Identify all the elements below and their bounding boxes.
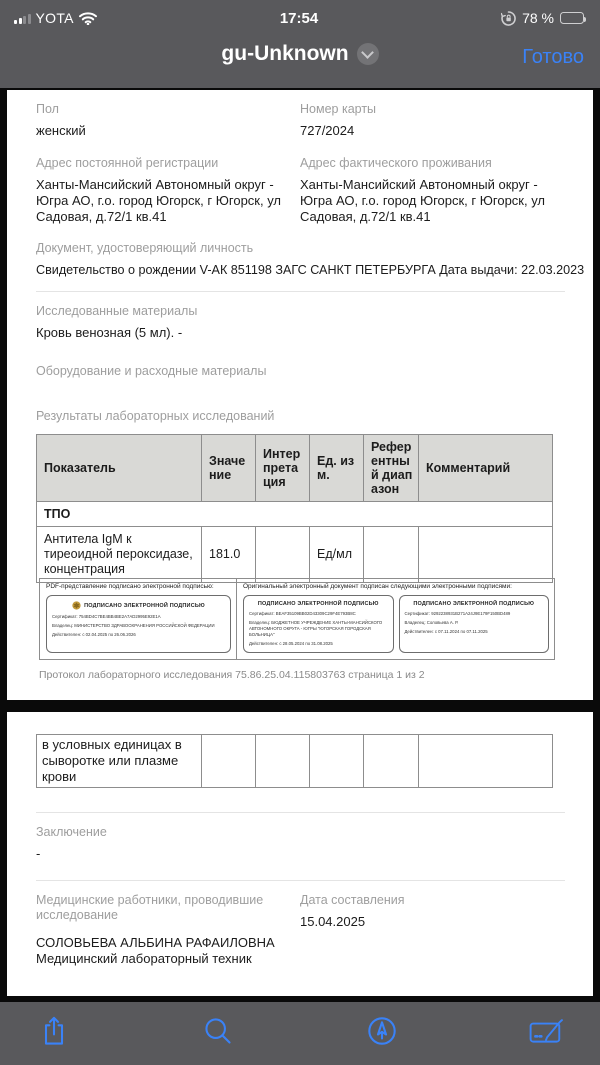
- signal-strength-icon: [14, 13, 31, 24]
- report-date-value: 15.04.2025: [300, 914, 366, 929]
- stamp-certificate: Сертификат: BEAF35109BB02D43309C29F4E793B8C: [249, 611, 356, 616]
- registration-address-value: Ханты-Мансийский Автономный округ - Югра АО, г.о. город Югорск, г Югорск, ул Садовая, д.72/1 кв.41: [36, 177, 282, 224]
- table-row: [37, 735, 553, 788]
- col-indicator: Показатель: [37, 435, 202, 502]
- identity-document-value: Свидетельство о рождении V-АК 851198 ЗАГС САНКТ ПЕТЕРБУРГА Дата выдачи: 22.03.2023: [36, 263, 585, 277]
- cell-value: [202, 735, 256, 788]
- pdf-signature-title: PDF-представление подписано электронной подписью:: [46, 583, 214, 590]
- stamp-title: ПОДПИСАНО ЭЛЕКТРОННОЙ ПОДПИСЬЮ: [257, 601, 379, 607]
- cell-range: [364, 527, 419, 583]
- original-signatures-title: Оригинальный электронный документ подписан следующими электронными подписями:: [243, 583, 512, 590]
- signature-stamp: [243, 595, 394, 653]
- stamp-certificate: Сертификат: 9292238931B271A24J9E179F150BD489: [404, 611, 511, 616]
- pdf-viewer[interactable]: [0, 88, 600, 1002]
- navigation-bar: [0, 32, 600, 88]
- cell-range: [364, 735, 419, 788]
- section-divider: [36, 291, 565, 292]
- pdf-page-1: [7, 90, 593, 700]
- signatures-section: [39, 578, 555, 681]
- sex-value: женский: [36, 123, 86, 138]
- document-title: gu-Unknown: [221, 42, 349, 65]
- signature-field-icon: [529, 1017, 563, 1045]
- table-row: [37, 527, 553, 583]
- materials-value: Кровь венозная (5 мл). -: [36, 325, 183, 340]
- medical-staff-role: Медицинский лабораторный техник: [36, 951, 252, 966]
- stamp-certificate: Сертификат: 754BD4C7BE4BB4BE2A7AD2995E92E1A: [52, 614, 161, 619]
- orientation-lock-icon: [501, 11, 516, 26]
- done-button[interactable]: Готово: [522, 46, 584, 68]
- share-button[interactable]: [34, 1011, 74, 1051]
- stamp-validity: Действителен: с 28.05.2024 по 31.08.2025: [249, 641, 333, 646]
- col-reference-range: Референтный диапазон: [364, 435, 419, 502]
- top-chrome: [0, 0, 600, 88]
- clock: 17:54: [279, 9, 319, 27]
- section-divider: [36, 812, 565, 813]
- stamp-title: ПОДПИСАНО ЭЛЕКТРОННОЙ ПОДПИСЬЮ: [84, 602, 205, 609]
- search-button[interactable]: [198, 1011, 238, 1051]
- cell-comment: [419, 735, 553, 788]
- stamp-owner: Владелец: БЮДЖЕТНОЕ УЧРЕЖДЕНИЕ ХАНТЫ-МАНСИЙСКОГО АВТОНОМНОГО ОКРУГА - ЮГРЫ "ЮГОРСКАЯ ГОРОДСКАЯ БОЛЬНИЦА": [249, 620, 383, 637]
- page-separator: [0, 700, 600, 712]
- markup-button[interactable]: [362, 1011, 402, 1051]
- report-date-label: Дата составления: [300, 893, 405, 907]
- stamp-validity: Действителен: с 07.11.2024 по 07.11.2025: [404, 629, 488, 634]
- cell-unit: Ед/мл: [310, 527, 364, 583]
- cell-interpretation: [256, 527, 310, 583]
- protocol-footer: Протокол лабораторного исследования 75.86.25.04.115803763 страница 1 из 2: [39, 669, 425, 681]
- stamp-owner: Владелец: Соловьева А. Р.: [404, 620, 459, 625]
- battery-percent-label: 78 %: [522, 10, 554, 26]
- cell-interpretation: [256, 735, 310, 788]
- battery-icon: [560, 12, 584, 24]
- signature-button[interactable]: [526, 1011, 566, 1051]
- table-header-row: [37, 435, 553, 502]
- cell-indicator: Антитела IgM к тиреоидной пероксидазе, концентрация: [37, 527, 202, 583]
- status-bar: [0, 0, 600, 32]
- signature-stamp: [399, 595, 550, 653]
- sex-label: Пол: [36, 102, 59, 116]
- col-value: Значение: [202, 435, 256, 502]
- coat-of-arms-icon: [72, 601, 81, 610]
- share-icon: [40, 1015, 68, 1047]
- registration-address-label: Адрес постоянной регистрации: [36, 156, 219, 170]
- chevron-down-icon[interactable]: [357, 43, 379, 65]
- equipment-label: Оборудование и расходные материалы: [36, 364, 267, 378]
- card-number-value: 727/2024: [300, 123, 355, 138]
- stamp-validity: Действителен: с 02.04.2025 по 26.06.2026: [52, 632, 136, 637]
- bottom-toolbar: [0, 1002, 600, 1065]
- wifi-icon: [79, 12, 97, 25]
- stamp-owner: Владелец: МИНИСТЕРСТВО ЗДРАВООХРАНЕНИЯ РОССИЙСКОЙ ФЕДЕРАЦИИ: [52, 623, 215, 628]
- medical-staff-label: Медицинские работники, проводившие исследование: [36, 893, 264, 922]
- stamp-title: ПОДПИСАНО ЭЛЕКТРОННОЙ ПОДПИСЬЮ: [413, 601, 535, 607]
- cell-comment: [419, 527, 553, 583]
- section-divider: [36, 880, 565, 881]
- lab-results-table: [36, 434, 553, 583]
- card-number-label: Номер карты: [300, 102, 377, 116]
- carrier-label: YOTA: [35, 10, 74, 26]
- col-unit: Ед. изм.: [310, 435, 364, 502]
- residence-address-label: Адрес фактического проживания: [300, 156, 492, 170]
- search-icon: [203, 1016, 233, 1046]
- markup-pen-icon: [367, 1016, 397, 1046]
- cell-unit: [310, 735, 364, 788]
- residence-address-value: Ханты-Мансийский Автономный округ - Югра АО, г.о. город Югорск, г Югорск, ул Садовая, д.72/1 кв.41: [300, 177, 546, 224]
- pdf-page-2: [7, 712, 593, 996]
- col-comment: Комментарий: [419, 435, 553, 502]
- group-name: ТПО: [37, 502, 553, 527]
- signature-stamp: [46, 595, 231, 653]
- cell-value: 181.0: [202, 527, 256, 583]
- conclusion-label: Заключение: [36, 825, 107, 839]
- col-interpretation: Интерпретация: [256, 435, 310, 502]
- identity-document-label: Документ, удостоверяющий личность: [36, 241, 254, 255]
- materials-label: Исследованные материалы: [36, 304, 198, 318]
- lab-results-label: Результаты лабораторных исследований: [36, 409, 275, 423]
- table-continuation: [36, 734, 553, 788]
- medical-staff-name: СОЛОВЬЕВА АЛЬБИНА РАФАИЛОВНА: [36, 935, 275, 950]
- cell-indicator: в условных единицах в сыворотке или плазме крови: [37, 735, 202, 788]
- conclusion-value: -: [36, 846, 41, 861]
- table-group-row: [37, 502, 553, 527]
